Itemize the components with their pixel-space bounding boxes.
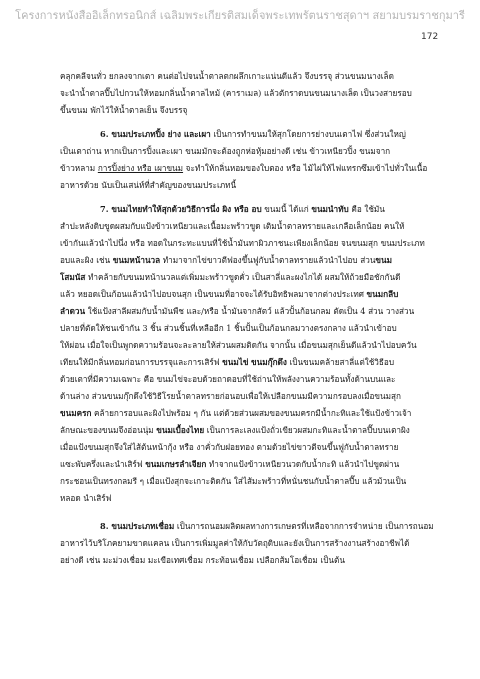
- text-line: อบและผิง เช่น ขนมหน้านวล ทำมาจากไข่ขาวตีฟองขึ้นฟูกับน้ำตาลทรายแล้วนำไปอบ ส่วนขนม: [60, 255, 393, 265]
- text-line: เข้ากันแล้วนำไปนึ่ง หรือ ทอดในกระทะแบนที่ใช้น้ำมันทาผิวภาชนะเพียงเล็กน้อย จนขนมสุก ขนมประเภท: [60, 238, 425, 248]
- text-line: ให้ผ่อน เมื่อใจเป็นพูกดความร้อนจะละลายให้ส่วนผสมติดกัน จากนั้น เมื่อขนมสุกเย็นดีแล้วนำไปอบควัน: [60, 340, 417, 350]
- text-line: เทียนให้มีกลิ่นหอมก่อนการบรรจุและการเสิร์ฟ ขนมไข่ ขนมกุ๊กดึง เป็นขนมคล้ายสาลี่แต่ใช้วิธีอบ: [60, 357, 395, 367]
- text-line: อาหารไว้บริโภคยามขาดแคลน เป็นการเพิ่มมูลค่าให้กับวัตถุดิบและยังเป็นการสร้างงานสร้างอาชีพได้: [60, 538, 410, 548]
- text-line: โสมนัส ทำคล้ายกับขนมหน้านวลแต่เพิ่มมะพร้าวขูดคั่ว เป็นสาลี่และผงไกได้ ผสมให้ถ้วยมือชักกันดี: [60, 272, 401, 282]
- text-line: ลำดวน ใช้แป้งสาลีผสมกับน้ำมันพืช และ/หรือ น้ำมันจากสัตว์ แล้วปั้นก้อนกลม ตัดเป็น 4 ส่วน วางส่วน: [60, 306, 415, 316]
- text-line: แซะพับครึ่งและนำเสิร์ฟ ขนมเกษรลำเจียก ทำจากแป้งข้าวเหนียวนวดกับน้ำกะทิ แล้วนำไปขูดผ่าน: [60, 459, 400, 469]
- section-heading-8: 8. ขนมประเภทเชื่อม: [100, 521, 175, 531]
- text-line: ข้าวหลาม การปิ้งย่าง หรือ เผาขนม จะทำให้กลิ่นหอมของใบตอง หรือ ไม้ไผ่ให้ไฟแทรกซึมเข้าไปทั่วในเนื้อ: [60, 163, 428, 173]
- text-line: หลอด นำเสิร์ฟ: [60, 493, 112, 503]
- text-line: คลุกคลีจนทั่ว ยกลงจากเตา คนต่อไปจนน้ำตาลตกผลึกเกาะแน่นดีแล้ว จึงบรรจุ ส่วนขนมนางเล็ด: [60, 71, 394, 81]
- text-line: ด้วยเตาที่มีความเฉพาะ คือ ขนมไข่จะอบด้วยถาดอบที่ใช้ถ่านให้พลังงานความร้อนทั้งด้านบนและ: [60, 374, 396, 384]
- paragraph-7-line: 7. ขนมไทยทำให้สุกด้วยวิธีการนึ่ง ผิง หรือ อบ ขนมนี้ ได้แก่ ขนมนำทับ คือ ใช้มัน: [100, 204, 385, 214]
- text-line: อย่างดี เช่น มะม่วงเชื่อม มะเขือเทศเชื่อม กระท้อนเชื่อม เปลือกส้มโอเชื่อม เป็นต้น: [60, 555, 345, 565]
- text-line: จะนำน้ำตาลปี๊บไปกวนให้หอมกลิ่นน้ำตาลไหม้ (คาราเมล) แล้วตักราดบนขนมนางเล็ด เป็นวงสายรอบ: [60, 88, 412, 98]
- text-line: ลักษณะของขนมจึงอ่อนนุ่ม ขนมเบื้องไทย เป็นการละเลงแป้งถั่วเขียวผสมกะทิและน้ำตาลปี๊บบนเตาผิง: [60, 425, 410, 435]
- page-header: โครงการหนังสืออิเล็กทรอนิกส์ เฉลิมพระเกียรติสมเด็จพระเทพรัตนราชสุดาฯ สยามบรมราชกุมารี: [15, 9, 465, 22]
- text-line: ขนมครก คล้ายการอบและผิงไปพร้อม ๆ กัน แต่ด้วยส่วนผสมของขนมครกมีน้ำกะทิและใช้แป้งข้าวเจ้า: [60, 408, 412, 418]
- text-line: เป็นเตาถ่าน หากเป็นการปิ้งและเผา ขนมมักจะต้องถูกห่อหุ้มอย่างดี เช่น ข้าวเหนียวปิ้ง ขนมจาก: [60, 146, 391, 156]
- text-line: ขึ้นขนม พักไว้ให้น้ำตาลเย็น จึงบรรจุ: [60, 105, 188, 115]
- paragraph-8-line: 8. ขนมประเภทเชื่อม เป็นการถนอมผลิตผลทางการเกษตรที่เหลือจากการจำหน่าย เป็นการถนอม: [100, 521, 434, 531]
- section-heading-6: 6. ขนมประเภทปิ้ง ย่าง และเผา: [100, 129, 211, 139]
- text-line: ด้านล่าง ส่วนขนมกุ๊กดึงใช้วิธีโรยน้ำตาลทรายก่อนอบเพื่อให้เปลือกขนมมีความกรอบลงเมื่อขนมสุก: [60, 391, 401, 401]
- text-line: ปลายที่ตัดให้ชนเข้ากัน 3 ชิ้น ส่วนชิ้นที่เหลืออีก 1 ชิ้นปั้นเป็นก้อนกลมวางตรงกลาง แล้วนำเข้าอบ: [60, 323, 397, 333]
- text-line: กระชอนเป็นทรงกลมรี ๆ เมื่อแป้งสุกจะเกาะติดกัน ใส่ไส้มะพร้าวที่หนั่นชนกับน้ำตาลปี๊บ แล้วม้วนเป็น: [60, 476, 407, 486]
- paragraph-6-line: 6. ขนมประเภทปิ้ง ย่าง และเผา เป็นการทำขนมให้สุกโดยการย่างบนเตาไฟ ซึ่งส่วนใหญ่: [100, 129, 406, 139]
- underlined-term: การปิ้งย่าง หรือ เผาขนม: [97, 163, 184, 173]
- section-heading-7: 7. ขนมไทยทำให้สุกด้วยวิธีการนึ่ง ผิง หรือ อบ: [100, 204, 262, 214]
- text-line: แล้ว หยอดเป็นก้อนแล้วนำไปอบจนสุก เป็นขนมที่อาจจะได้รับอิทธิพลมาจากต่างประเทศ ขนมกลีบ: [60, 289, 399, 299]
- page-number: 172: [421, 32, 439, 42]
- text-line: เมื่อแป้งขนมสุกจึงใส่ไส้ต้นหน้ากุ้ง หรือ งาคั่วกับฝอยทอง ตามด้วยไข่ขาวตีจนขึ้นฟูกับน้ำตาลทราย: [60, 442, 399, 452]
- text-line: อาหารด้วย นับเป็นเสน่ห์ที่สำคัญของขนมประเภทนี้: [60, 180, 237, 190]
- text-line: สำปะหลังดิบขูดผสมกับแป้งข้าวเหนียวและเนื้อมะพร้าวขูด เติมน้ำตาลทรายและเกลือเล็กน้อย คนให้: [60, 221, 405, 231]
